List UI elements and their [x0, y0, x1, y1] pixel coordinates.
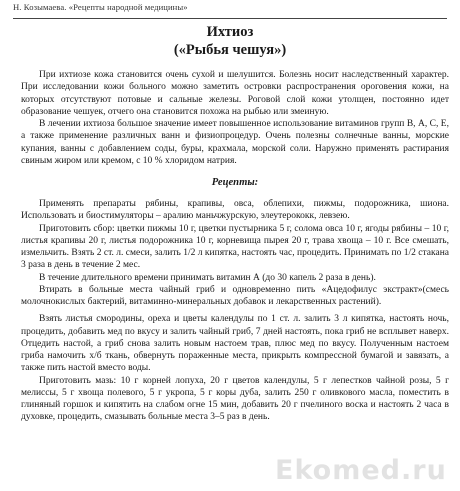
- recipe-paragraph: Втирать в больные места чайный гриб и одновременно пить «Ацедофилус экстракт»(смесь молочнокислых бактерий, витаминно-минеральных добавок и лекарственных растений).: [21, 284, 449, 307]
- intro-paragraph: При ихтиозе кожа становится очень сухой и шелушится. Болезнь носит наследственный характер. При исследовании кожи больного можно заметить островки распространения ороговения кожи, на которых отсутствуют потовые и сальные железы. Роговой слой кожи утолщен, постоянно идет образование чешуек, отчего она становится похожа на рыбью или змеиную.: [21, 70, 449, 117]
- page-subtitle: («Рыбья чешуя»): [173, 42, 287, 58]
- recipe-paragraph: Применять препараты рябины, крапивы, овса, облепихи, пижмы, подорожника, шиона. Использовать и биостимуляторы – аралию маньчжурскую, элеутерококк, левзею.: [21, 199, 449, 222]
- header-rule: [13, 18, 447, 19]
- watermark-logo: Ekomed.ru: [275, 455, 447, 486]
- recipe-paragraph: Приготовить сбор: цветки пижмы 10 г, цветки пустырника 5 г, солома овса 10 г, ягоды рябины – 10 г, листья крапивы 20 г, листья подорожника 10 г, корневища пырея 20 г, трава хвоща – 10 г. Все смешать, измельчить. Взять 2 ст. л. смеси, залить 1/2 л кипятка, настоять час, процедить. Принимать по 1/2 стакана 3 раза в день в течение 2 мес.: [21, 223, 449, 271]
- article-body: [21, 69, 449, 424]
- recipe-paragraph: Приготовить мазь: 10 г корней лопуха, 20 г цветов календулы, 5 г лепестков чайной розы, 5 г мелиссы, 5 г хвоща полевого, 5 г укропа, 5 г коры дуба, залить 250 г оливкового масла, поместить в глиняный горшок и кипятить на слабом огне 15 мин, добавить 20 г пчелиного воска и настоять 2 часа в духовке, процедить, смазывать больные места 3–5 раз в день.: [21, 375, 449, 423]
- page-title: Ихтиоз: [206, 24, 254, 40]
- recipe-paragraph: В течение длительного времени принимать витамин А (до 30 капель 2 раза в день).: [39, 272, 376, 283]
- recipes-heading: Рецепты:: [211, 177, 259, 188]
- intro-paragraph: В лечении ихтиоза большое значение имеет повышенное использование витаминов групп В, А, С, Е, а также применение различных ванн и физиопроцедур. Очень полезны солнечные ванны, морские купания, ванны с добавлением соды, буры, крахмала, морской соли. Наружно применять растирания свиным жиром или кремом, с 10 % хлоридом натрия.: [21, 119, 449, 166]
- recipe-paragraph: Взять листья смородины, ореха и цветы календулы по 1 ст. л. залить 3 л кипятка, настоять ночь, процедить, добавить мед по вкусу и залить чайный гриб, 7 дней настоять, пока гриб не всплывет наверх. Отцедить настой, а гриб снова залить новым настоем трав, плюс мед по вкусу. Полученным настоем гриба намочить х/б ткань, обвернуть пораженные места, прикрыть компрессной бумагой и завязать, а также пить настой вместо воды.: [21, 314, 449, 374]
- running-head: Н. Козымаева. «Рецепты народной медицины»: [13, 2, 188, 12]
